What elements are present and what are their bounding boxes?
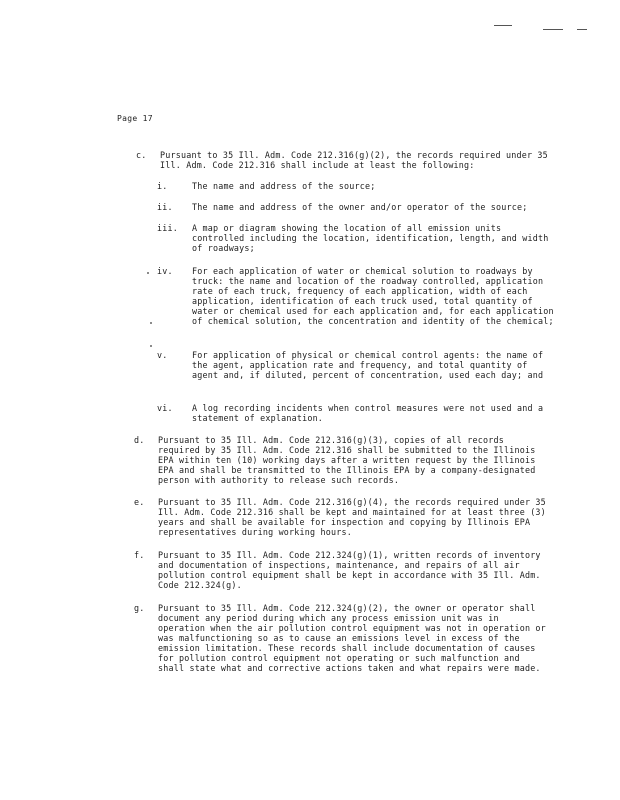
clause-text: Pursuant to 35 Ill. Adm. Code 212.316(g)(3), copies of all records required by 35 Ill. Adm. Code 212.316 shall be submitted to the Illinois EPA within ten (10) working days after a written request by the Illinois EPA and shall be transmitted to the Illinois EPA by a company-designated person with authority to release such records. — [158, 435, 541, 485]
scan-mark — [494, 25, 512, 26]
clause-text: Pursuant to 35 Ill. Adm. Code 212.316(g)(4), the records required under 35 Ill. Adm. Code 212.316 shall be kept and maintained for at least three (3) years and shall be available for inspection and copying by Illinois EPA representatives during working hours. — [158, 497, 552, 537]
sub-item-label: v. — [157, 350, 168, 360]
scan-mark — [577, 29, 587, 30]
clause-label: e. — [134, 497, 145, 507]
clause-text: Pursuant to 35 Ill. Adm. Code 212.324(g)(1), written records of inventory and documentation of inspections, maintenance, and repairs of all air pollution control equipment shall be kept in accordance with 35 Ill. Adm. Code 212.324(g). — [158, 550, 546, 590]
page-number: Page 17 — [117, 114, 153, 123]
sub-item-ii — [157, 202, 554, 212]
sub-item-label: i. — [157, 181, 168, 191]
clause-c — [136, 150, 554, 170]
clause-d — [134, 435, 550, 485]
sub-item-label: iii. — [157, 223, 178, 233]
scan-speck — [150, 322, 152, 324]
sub-item-text: For application of physical or chemical control agents: the name of the agent, application rate and frequency, and total quantity of agent and, if diluted, percent of concentration, used each day; and — [192, 350, 549, 380]
scan-mark — [543, 29, 563, 30]
sub-item-text: A map or diagram showing the location of all emission units controlled including the location, identification, length, and width of roadways; — [192, 223, 554, 253]
sub-item-text: The name and address of the source; — [192, 181, 376, 191]
clause-label: g. — [134, 603, 145, 613]
sub-item-text: The name and address of the owner and/or operator of the source; — [192, 202, 528, 212]
clause-label: d. — [134, 435, 145, 445]
sub-item-iii — [157, 223, 554, 253]
clause-label: f. — [134, 550, 145, 560]
sub-item-i — [157, 181, 554, 191]
clause-e — [134, 497, 552, 537]
sub-item-iv — [157, 266, 559, 326]
sub-item-v — [157, 350, 554, 380]
sub-item-text: A log recording incidents when control measures were not used and a statement of explanation. — [192, 403, 549, 423]
clause-f — [134, 550, 550, 590]
sub-item-label: ii. — [157, 202, 173, 212]
sub-item-text: For each application of water or chemical solution to roadways by truck: the name and location of the roadway controlled, application rate of each truck, frequency of each application, width of each application, identification of each truck used, total quantity of water or chemical used for each application and, for each application of chemical solution, the concentration and identity of the chemical; — [192, 266, 559, 326]
sub-item-label: iv. — [157, 266, 173, 276]
sub-item-vi — [157, 403, 554, 423]
clause-text: Pursuant to 35 Ill. Adm. Code 212.316(g)(2), the records required under 35 Ill. Adm. Code 212.316 shall include at least the following: — [160, 150, 554, 170]
clause-g — [134, 603, 552, 673]
sub-item-label: vi. — [157, 403, 173, 413]
scan-speck — [150, 345, 152, 347]
clause-text: Pursuant to 35 Ill. Adm. Code 212.324(g)(2), the owner or operator shall document any period during which any process emission unit was in operation when the air pollution control equipment was not in operation or was malfunctioning so as to cause an emissions level in excess of the emission limitation. These records shall include documentation of causes for pollution control equipment not operating or such malfunction and shall state what and corrective actions taken and what repairs were made. — [158, 603, 552, 673]
scan-speck — [147, 272, 149, 274]
clause-label: c. — [136, 150, 147, 160]
